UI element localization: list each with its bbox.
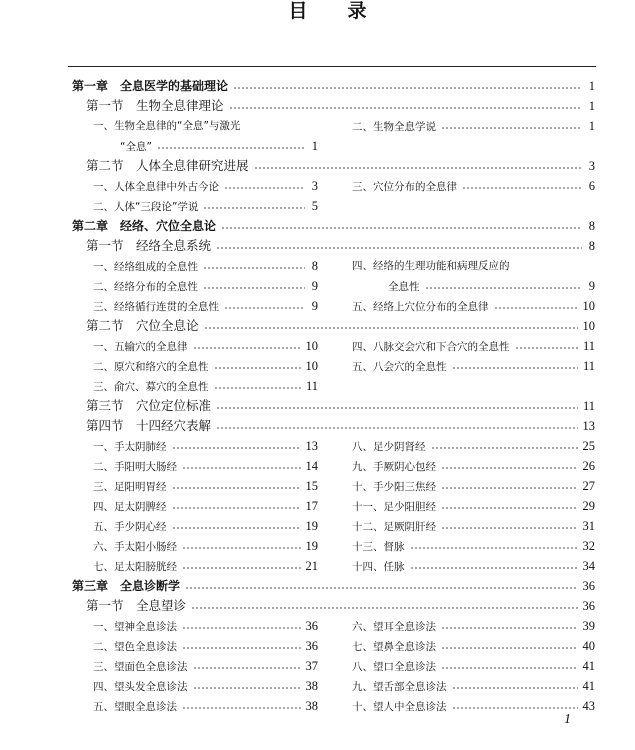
page-number: 1 (564, 712, 571, 727)
dot-leader (441, 647, 578, 649)
dot-leader (441, 127, 582, 129)
toc-row (0, 496, 635, 516)
item-entry[interactable] (93, 196, 318, 216)
dot-leader (191, 607, 577, 609)
item-entry-page: 11 (305, 379, 318, 393)
item-entry-title: 五、望眼全息诊法 (93, 701, 177, 713)
item-entry-page: 1 (311, 139, 318, 153)
toc-row (0, 516, 635, 536)
item-entry[interactable] (352, 536, 595, 556)
item-entry[interactable] (352, 696, 595, 716)
item-entry-page: 10 (582, 299, 595, 313)
item-entry[interactable] (93, 636, 318, 656)
item-entry[interactable] (352, 356, 595, 376)
dot-leader (203, 267, 305, 269)
item-entry[interactable] (352, 516, 595, 536)
item-entry-title: 十一、足少阳胆经 (352, 501, 436, 513)
dot-leader (216, 427, 577, 429)
item-entry[interactable] (352, 256, 595, 276)
toc-row (0, 636, 635, 656)
dot-leader (182, 467, 301, 469)
section-entry-page: 1 (588, 99, 595, 113)
item-entry-title: 八、足少阴肾经 (352, 441, 426, 453)
dot-leader (224, 187, 305, 189)
dot-leader (185, 587, 577, 589)
dot-leader (172, 487, 301, 489)
item-entry-page: 26 (582, 459, 595, 473)
dot-leader (157, 147, 305, 149)
item-entry-page: 38 (305, 699, 318, 713)
section-entry-title: 第三节 穴位定位标准 (86, 398, 212, 413)
item-entry[interactable] (93, 476, 318, 496)
section-entry-page: 13 (582, 419, 595, 433)
toc-row (0, 536, 635, 556)
item-entry-page: 9 (588, 279, 595, 293)
chapter-entry-title: 第二章 经络、穴位全息论 (72, 219, 217, 233)
dot-leader (216, 407, 578, 409)
toc-row (0, 176, 635, 196)
item-entry-title: 四、经络的生理功能和病理反应的 (352, 260, 510, 272)
toc-row (0, 476, 635, 496)
item-entry[interactable] (352, 616, 595, 636)
section-entry-title: 第四节 十四经穴表解 (86, 418, 212, 433)
item-entry[interactable] (93, 556, 318, 576)
section-entry-title: 第一节 全息望诊 (86, 598, 187, 613)
item-entry-page: 21 (305, 559, 318, 573)
dot-leader (410, 567, 578, 569)
item-entry[interactable] (93, 616, 318, 636)
section-entry[interactable] (86, 236, 595, 256)
chapter-entry-page: 1 (588, 79, 595, 93)
toc-row (0, 296, 635, 316)
toc-row (0, 216, 635, 236)
item-entry-title: 二、望色全息诊法 (93, 641, 177, 653)
item-entry-page: 5 (311, 199, 318, 213)
item-entry-page: 13 (305, 439, 318, 453)
item-entry[interactable] (93, 676, 318, 696)
item-entry-page: 19 (305, 539, 318, 553)
item-entry-title: 六、手太阳小肠经 (93, 541, 177, 553)
item-entry-title: 十、手少阳三焦经 (352, 481, 436, 493)
section-entry[interactable] (86, 396, 595, 416)
item-entry-title: 五、手少阴心经 (93, 521, 167, 533)
item-entry[interactable] (93, 376, 318, 396)
item-entry[interactable] (352, 476, 595, 496)
dot-leader (410, 547, 578, 549)
item-entry-page: 9 (311, 279, 318, 293)
dot-leader (193, 687, 301, 689)
item-entry-title: 三、俞穴、募穴的全息性 (93, 381, 209, 393)
item-entry[interactable] (93, 176, 318, 196)
dot-leader (214, 387, 301, 389)
dot-leader (452, 367, 578, 369)
item-entry[interactable] (120, 136, 318, 156)
dot-leader (216, 247, 582, 249)
item-entry[interactable] (93, 656, 318, 676)
item-entry-title: 五、经络上穴位分布的全息律 (352, 301, 489, 313)
item-entry-page: 41 (582, 659, 595, 673)
item-entry-page: 1 (588, 119, 595, 133)
section-entry-title: 第二节 人体全息律研究进展 (86, 158, 249, 173)
item-entry-title: 八、望口全息诊法 (352, 661, 436, 673)
dot-leader (254, 167, 582, 169)
section-entry[interactable] (86, 316, 595, 336)
item-entry[interactable] (93, 116, 318, 136)
item-entry-page: 38 (305, 679, 318, 693)
item-entry-page: 36 (305, 639, 318, 653)
item-entry-page: 31 (582, 519, 595, 533)
dot-leader (172, 447, 301, 449)
item-entry-page: 19 (305, 519, 318, 533)
item-entry-title: 四、望头发全息诊法 (93, 681, 188, 693)
dot-leader (431, 447, 578, 449)
item-entry[interactable] (352, 496, 595, 516)
item-entry-title: 一、生物全息律的“全息”与激光 (93, 120, 241, 132)
table-of-contents (0, 76, 635, 716)
dot-leader (452, 687, 578, 689)
toc-row (0, 376, 635, 396)
item-entry[interactable] (93, 496, 318, 516)
toc-row (0, 156, 635, 176)
section-entry-title: 第二节 穴位全息论 (86, 318, 199, 333)
item-entry-title: 六、望耳全息诊法 (352, 621, 436, 633)
section-entry[interactable] (86, 156, 595, 176)
item-entry-title: 二、人体“三段论”学说 (93, 201, 199, 213)
item-entry[interactable] (352, 656, 595, 676)
item-entry-title: “全息” (120, 141, 152, 153)
item-entry-title: 三、望面色全息诊法 (93, 661, 188, 673)
item-entry[interactable] (93, 436, 318, 456)
item-entry[interactable] (93, 256, 318, 276)
toc-row (0, 316, 635, 336)
section-entry-page: 10 (582, 319, 595, 333)
item-entry-page: 34 (582, 559, 595, 573)
toc-row (0, 616, 635, 636)
dot-leader (203, 287, 305, 289)
item-entry-page: 41 (582, 679, 595, 693)
item-entry[interactable] (352, 636, 595, 656)
section-entry-page: 36 (582, 599, 595, 613)
dot-leader (441, 487, 578, 489)
item-entry-page: 9 (311, 299, 318, 313)
item-entry[interactable] (93, 696, 318, 716)
item-entry[interactable] (93, 356, 318, 376)
dot-leader (182, 627, 301, 629)
toc-row (0, 576, 635, 596)
item-entry-title: 九、手厥阴心包经 (352, 461, 436, 473)
item-entry-title: 一、人体全息律中外古今论 (93, 181, 219, 193)
toc-row (0, 236, 635, 256)
toc-row (0, 336, 635, 356)
chapter-entry[interactable] (72, 216, 595, 236)
item-entry-title: 四、足太阴脾经 (93, 501, 167, 513)
item-entry[interactable] (352, 436, 595, 456)
item-entry-page: 40 (582, 639, 595, 653)
section-entry-page: 11 (582, 399, 595, 413)
chapter-entry[interactable] (72, 576, 595, 596)
section-entry[interactable] (86, 596, 595, 616)
item-entry-title: 三、经络循行连贯的全息性 (93, 301, 219, 313)
item-entry-title: 七、足太阳膀胱经 (93, 561, 177, 573)
item-entry-page: 8 (311, 259, 318, 273)
item-entry-title: 一、五输穴的全息律 (93, 341, 188, 353)
toc-row (0, 656, 635, 676)
item-entry-title: 一、手太阴肺经 (93, 441, 167, 453)
item-entry-title: 十三、督脉 (352, 541, 405, 553)
toc-row (0, 596, 635, 616)
item-entry[interactable] (352, 456, 595, 476)
item-entry[interactable] (93, 516, 318, 536)
item-entry[interactable] (388, 276, 595, 296)
dot-leader (182, 647, 301, 649)
toc-row (0, 76, 635, 96)
item-entry-title: 三、穴位分布的全息律 (352, 181, 457, 193)
title-divider (68, 66, 596, 67)
dot-leader (441, 627, 578, 629)
item-entry-title: 五、八会穴的全息性 (352, 361, 447, 373)
dot-leader (425, 287, 583, 289)
dot-leader (182, 567, 301, 569)
item-entry-title: 十二、足厥阴肝经 (352, 521, 436, 533)
item-entry-page: 25 (582, 439, 595, 453)
item-entry-title: 七、望鼻全息诊法 (352, 641, 436, 653)
item-entry-page: 14 (305, 459, 318, 473)
toc-row (0, 416, 635, 436)
item-entry-page: 32 (582, 539, 595, 553)
dot-leader (441, 667, 578, 669)
toc-row (0, 116, 635, 136)
item-entry-title: 二、原穴和络穴的全息性 (93, 361, 209, 373)
item-entry-page: 11 (582, 339, 595, 353)
item-entry[interactable] (352, 676, 595, 696)
chapter-entry-page: 8 (588, 219, 595, 233)
item-entry-page: 43 (582, 699, 595, 713)
chapter-entry-title: 第一章 全息医学的基础理论 (72, 79, 229, 93)
item-entry-title: 一、望神全息诊法 (93, 621, 177, 633)
section-entry-page: 3 (588, 159, 595, 173)
toc-row (0, 556, 635, 576)
item-entry-title: 二、生物全息学说 (352, 121, 436, 133)
toc-row (0, 456, 635, 476)
dot-leader (229, 107, 582, 109)
toc-row (0, 256, 635, 276)
item-entry-page: 29 (582, 499, 595, 513)
item-entry-title: 十四、任脉 (352, 561, 405, 573)
dot-leader (203, 207, 305, 209)
section-entry[interactable] (86, 96, 595, 116)
item-entry[interactable] (352, 116, 595, 136)
item-entry-title: 九、望舌部全息诊法 (352, 681, 447, 693)
section-entry[interactable] (86, 416, 595, 436)
item-entry-title: 四、八脉交会穴和下合穴的全息性 (352, 341, 510, 353)
item-entry-page: 17 (305, 499, 318, 513)
chapter-entry-page: 36 (582, 579, 595, 593)
dot-leader (221, 227, 582, 229)
toc-row (0, 676, 635, 696)
item-entry[interactable] (352, 336, 595, 356)
chapter-entry-title: 第三章 全息诊断学 (72, 579, 181, 593)
item-entry-page: 10 (305, 339, 318, 353)
dot-leader (441, 507, 578, 509)
section-entry-title: 第一节 生物全息律理论 (86, 98, 224, 113)
toc-row (0, 356, 635, 376)
dot-leader (172, 507, 301, 509)
dot-leader (182, 707, 301, 709)
dot-leader (515, 347, 578, 349)
dot-leader (494, 307, 578, 309)
item-entry[interactable] (352, 176, 595, 196)
item-entry-title: 二、手阳明大肠经 (93, 461, 177, 473)
item-entry[interactable] (93, 456, 318, 476)
dot-leader (441, 527, 578, 529)
item-entry-title: 一、经络组成的全息性 (93, 261, 198, 273)
item-entry-page: 15 (305, 479, 318, 493)
item-entry[interactable] (352, 556, 595, 576)
dot-leader (204, 327, 578, 329)
dot-leader (193, 667, 301, 669)
toc-row (0, 696, 635, 716)
dot-leader (233, 87, 582, 89)
section-entry-title: 第一节 经络全息系统 (86, 238, 212, 253)
dot-leader (214, 367, 301, 369)
dot-leader (441, 467, 578, 469)
toc-row (0, 96, 635, 116)
item-entry[interactable] (93, 296, 318, 316)
section-entry-page: 8 (588, 239, 595, 253)
item-entry-page: 3 (311, 179, 318, 193)
item-entry-page: 39 (582, 619, 595, 633)
toc-row (0, 276, 635, 296)
item-entry-page: 37 (305, 659, 318, 673)
item-entry-page: 36 (305, 619, 318, 633)
dot-leader (224, 307, 305, 309)
dot-leader (452, 707, 578, 709)
item-entry-title: 十、望人中全息诊法 (352, 701, 447, 713)
item-entry-title: 三、足阳明胃经 (93, 481, 167, 493)
item-entry[interactable] (93, 536, 318, 556)
item-entry[interactable] (93, 336, 318, 356)
item-entry-page: 11 (582, 359, 595, 373)
toc-row (0, 196, 635, 216)
item-entry-page: 27 (582, 479, 595, 493)
page-title: 目录 (288, 0, 407, 22)
dot-leader (182, 547, 301, 549)
toc-row (0, 136, 635, 156)
toc-row (0, 436, 635, 456)
item-entry[interactable] (352, 296, 595, 316)
chapter-entry[interactable] (72, 76, 595, 96)
dot-leader (462, 187, 582, 189)
toc-row (0, 396, 635, 416)
dot-leader (193, 347, 301, 349)
item-entry-title: 二、经络分布的全息性 (93, 281, 198, 293)
item-entry-page: 6 (588, 179, 595, 193)
item-entry[interactable] (93, 276, 318, 296)
dot-leader (172, 527, 301, 529)
item-entry-title: 全息性 (388, 281, 420, 293)
item-entry-page: 10 (305, 359, 318, 373)
